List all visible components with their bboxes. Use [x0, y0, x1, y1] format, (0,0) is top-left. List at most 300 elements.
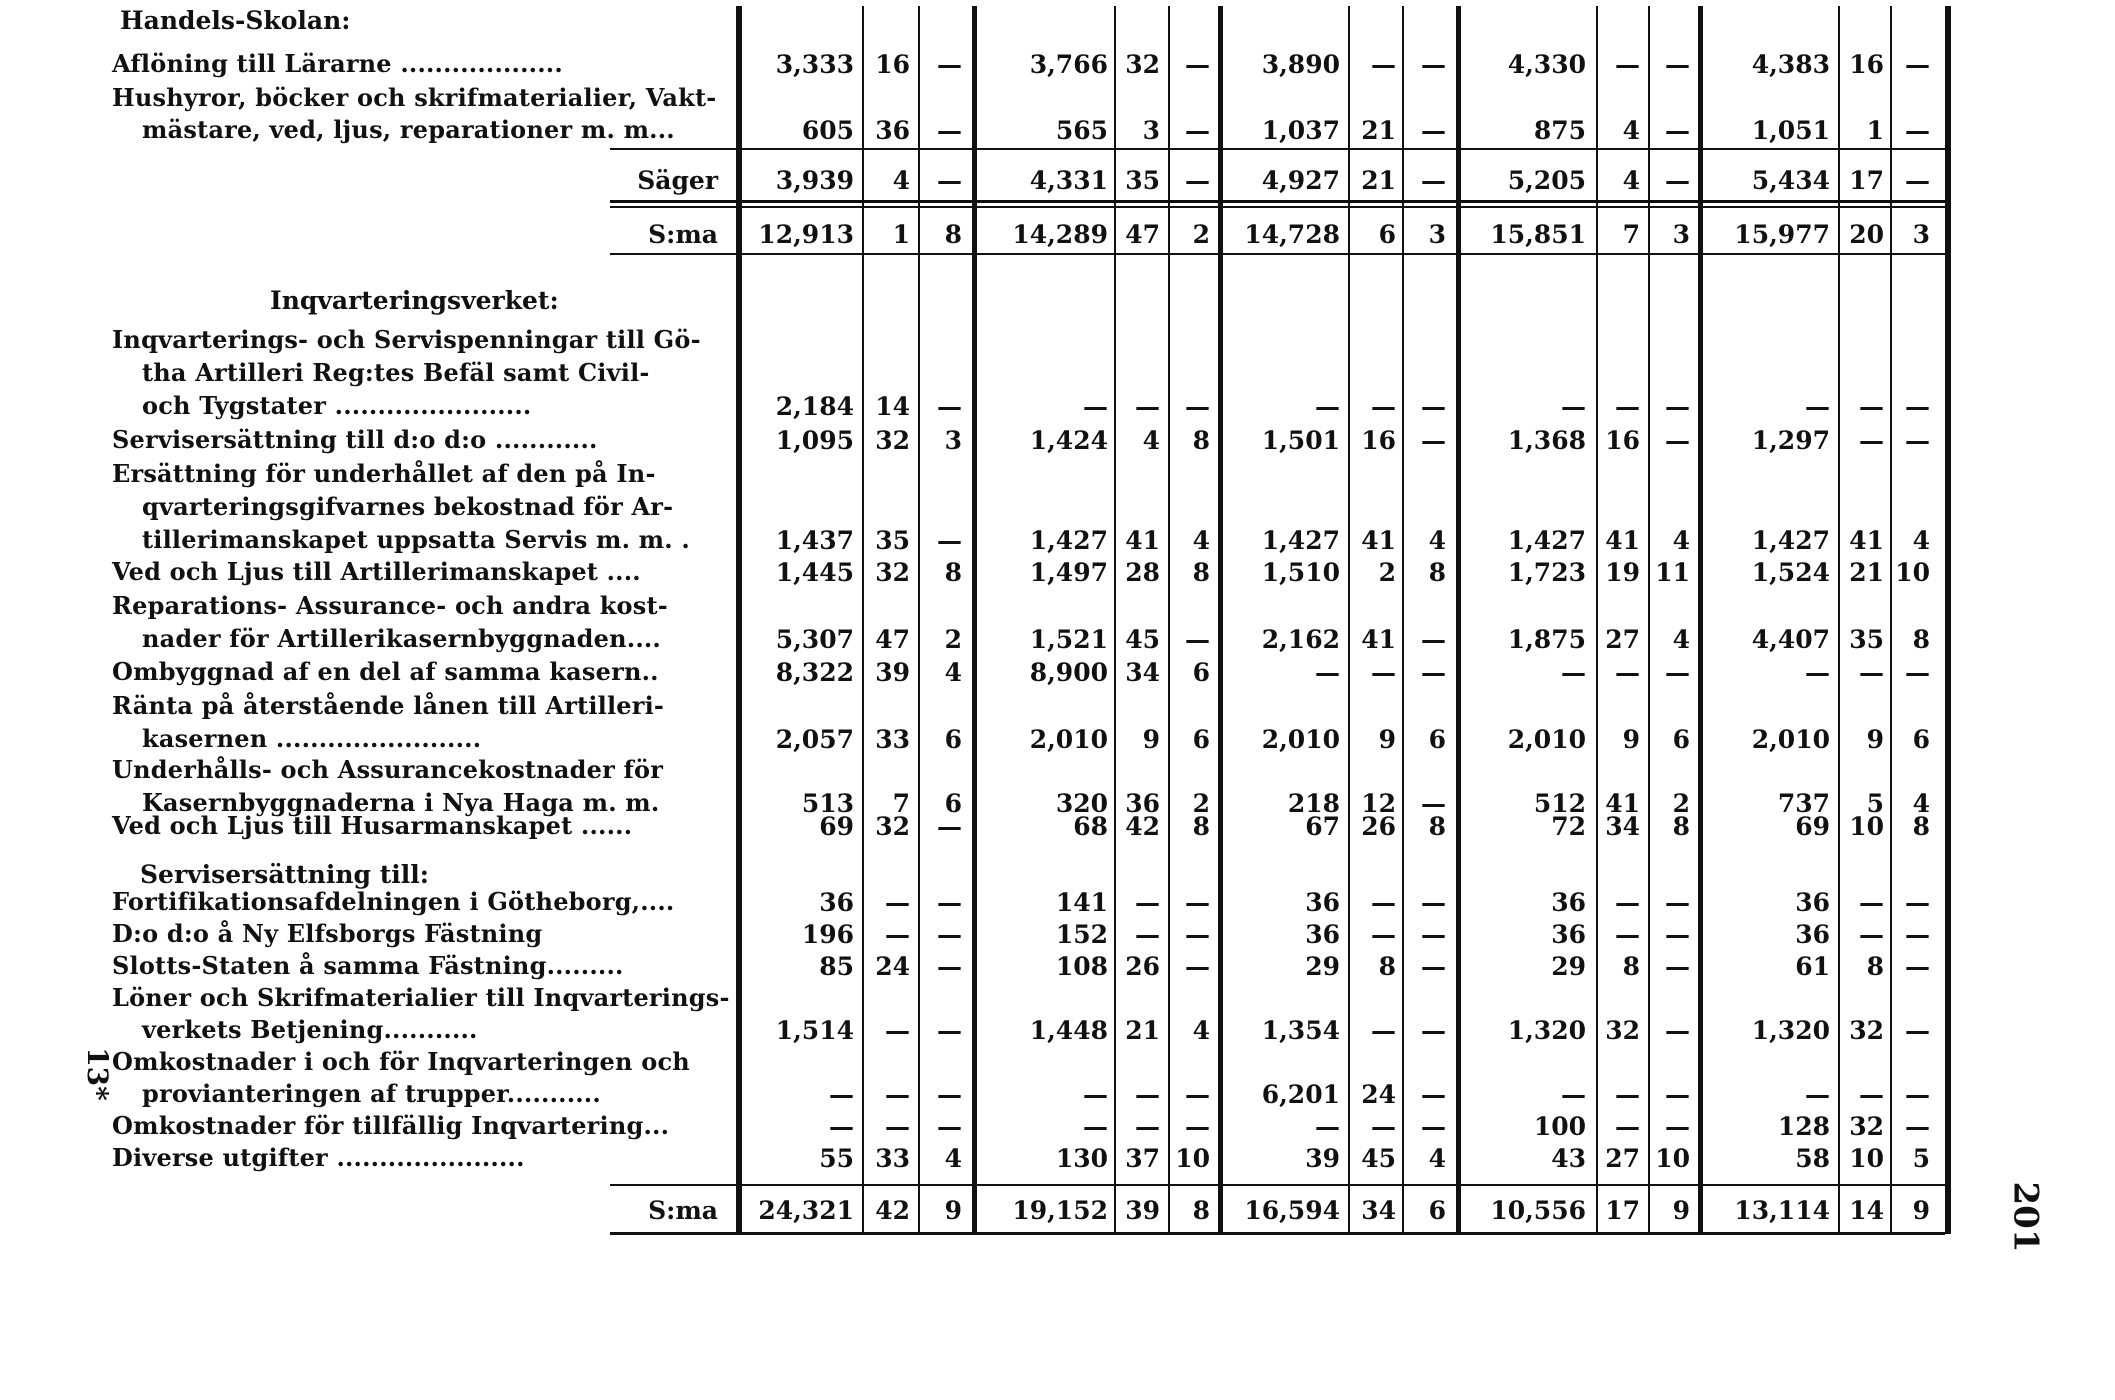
amount-cell: 6 [1378, 220, 1396, 249]
amount-cell: 512 [1533, 789, 1586, 818]
amount-cell: — [1615, 50, 1640, 79]
row-label: D:o d:o å Ny Elfsborgs Fästning [112, 919, 543, 948]
amount-cell: — [937, 392, 962, 421]
amount-cell: 100 [1533, 1112, 1586, 1141]
amount-cell: 6 [1912, 725, 1930, 754]
amount-cell: — [1859, 658, 1884, 687]
amount-cell: 13,114 [1734, 1196, 1830, 1225]
amount-cell: 34 [1361, 1196, 1396, 1225]
amount-cell: 21 [1125, 1016, 1160, 1045]
amount-cell: 16,594 [1244, 1196, 1340, 1225]
amount-cell: 3 [1428, 220, 1446, 249]
amount-cell: — [1905, 658, 1930, 687]
amount-cell: — [1561, 392, 1586, 421]
amount-cell: 8 [1622, 952, 1640, 981]
rule-line [610, 253, 1945, 255]
amount-cell: — [1421, 789, 1446, 818]
amount-cell: — [1421, 116, 1446, 145]
amount-cell: — [885, 1112, 910, 1141]
amount-cell: — [1315, 1112, 1340, 1141]
amount-cell: 1,521 [1029, 625, 1108, 654]
amount-cell: 15,977 [1734, 220, 1830, 249]
amount-cell: 32 [875, 812, 910, 841]
amount-cell: — [1615, 1080, 1640, 1109]
amount-cell: — [1185, 1080, 1210, 1109]
amount-cell: 320 [1055, 789, 1108, 818]
amount-cell: 130 [1055, 1144, 1108, 1173]
amount-cell: — [1315, 392, 1340, 421]
rule-line [610, 206, 1945, 208]
row-label: Reparations- Assurance- och andra kost- [112, 591, 668, 620]
amount-cell: 1,723 [1507, 558, 1586, 587]
amount-cell: 36 [1305, 920, 1340, 949]
amount-cell: 55 [819, 1144, 854, 1173]
amount-cell: 36 [1795, 920, 1830, 949]
amount-cell: 2 [1672, 789, 1690, 818]
amount-cell: 4 [1192, 1016, 1210, 1045]
amount-cell: — [1665, 658, 1690, 687]
amount-cell: — [1905, 426, 1930, 455]
amount-cell: 37 [1125, 1144, 1160, 1173]
row-label: Servisersättning till d:o d:o ............ [112, 425, 598, 454]
amount-cell: 58 [1795, 1144, 1830, 1173]
amount-cell: — [1421, 658, 1446, 687]
amount-cell: — [1615, 392, 1640, 421]
amount-cell: 2 [1378, 558, 1396, 587]
amount-cell: 41 [1849, 526, 1884, 555]
amount-cell: 4,330 [1507, 50, 1586, 79]
amount-cell: 21 [1361, 116, 1396, 145]
amount-cell: 128 [1777, 1112, 1830, 1141]
amount-cell: — [1665, 920, 1690, 949]
amount-cell: 6 [1192, 658, 1210, 687]
amount-cell: — [937, 920, 962, 949]
amount-cell: 72 [1551, 812, 1586, 841]
amount-cell: 24,321 [758, 1196, 854, 1225]
amount-cell: 2,057 [775, 725, 854, 754]
amount-cell: 29 [1551, 952, 1586, 981]
amount-cell: — [1185, 625, 1210, 654]
amount-cell: 36 [1125, 789, 1160, 818]
amount-cell: — [1665, 392, 1690, 421]
amount-cell: — [885, 1080, 910, 1109]
amount-cell: — [1615, 920, 1640, 949]
section-heading: Inqvarteringsverket: [270, 286, 559, 315]
row-label: Underhålls- och Assurancekostnader för [112, 755, 664, 784]
amount-cell: 6 [944, 725, 962, 754]
amount-cell: 9 [1912, 1196, 1930, 1225]
rule-line [610, 1232, 1945, 1235]
amount-cell: 1,095 [775, 426, 854, 455]
amount-cell: — [1421, 952, 1446, 981]
row-label: Aflöning till Lärarne ................... [112, 49, 563, 78]
amount-cell: 1,437 [775, 526, 854, 555]
amount-cell: 3,333 [775, 50, 854, 79]
amount-cell: 4 [944, 658, 962, 687]
amount-cell: 4 [1428, 526, 1446, 555]
amount-cell: — [1135, 392, 1160, 421]
amount-cell: 32 [875, 426, 910, 455]
amount-cell: 14 [875, 392, 910, 421]
amount-cell: — [1185, 116, 1210, 145]
amount-cell: 36 [819, 888, 854, 917]
amount-cell: 24 [1361, 1080, 1396, 1109]
summary-label: Säger [637, 166, 718, 195]
amount-cell: — [1615, 888, 1640, 917]
amount-cell: 3 [1912, 220, 1930, 249]
amount-cell: 8 [1192, 812, 1210, 841]
amount-cell: — [1135, 1112, 1160, 1141]
amount-cell: — [1083, 1112, 1108, 1141]
amount-cell: 8 [1428, 558, 1446, 587]
amount-cell: 1,427 [1751, 526, 1830, 555]
amount-cell: — [937, 1016, 962, 1045]
amount-cell: 875 [1533, 116, 1586, 145]
amount-cell: 14,289 [1012, 220, 1108, 249]
amount-cell: 6 [944, 789, 962, 818]
amount-cell: 9 [1142, 725, 1160, 754]
amount-cell: 196 [801, 920, 854, 949]
amount-cell: — [1083, 1080, 1108, 1109]
amount-cell: 1,354 [1261, 1016, 1340, 1045]
amount-cell: 32 [1605, 1016, 1640, 1045]
row-label: Omkostnader för tillfällig Inqvartering... [112, 1111, 670, 1140]
amount-cell: 45 [1361, 1144, 1396, 1173]
amount-cell: — [1371, 1112, 1396, 1141]
amount-cell: 1,501 [1261, 426, 1340, 455]
row-label: Omkostnader i och för Inqvarteringen och [112, 1047, 690, 1076]
page-number: 201 [2005, 1181, 2046, 1253]
amount-cell: 26 [1125, 952, 1160, 981]
amount-cell: 3,890 [1261, 50, 1340, 79]
amount-cell: — [1905, 50, 1930, 79]
amount-cell: 6 [1672, 725, 1690, 754]
amount-cell: 36 [1551, 888, 1586, 917]
row-label: mästare, ved, ljus, reparationer m. m... [142, 115, 675, 144]
amount-cell: 9 [1866, 725, 1884, 754]
amount-cell: — [1561, 1080, 1586, 1109]
amount-cell: 8 [1912, 812, 1930, 841]
amount-cell: — [1421, 50, 1446, 79]
amount-cell: 32 [1849, 1016, 1884, 1045]
amount-cell: 1,427 [1029, 526, 1108, 555]
amount-cell: 43 [1551, 1144, 1586, 1173]
amount-cell: — [829, 1080, 854, 1109]
row-label: Inqvarterings- och Servispenningar till Gö- [112, 325, 701, 354]
row-label: qvarteringsgifvarnes bekostnad för Ar- [142, 492, 674, 521]
amount-cell: — [1185, 888, 1210, 917]
total-label: S:ma [648, 220, 718, 249]
amount-cell: — [1185, 392, 1210, 421]
amount-cell: — [885, 1016, 910, 1045]
amount-cell: 1,368 [1507, 426, 1586, 455]
amount-cell: — [1371, 888, 1396, 917]
amount-cell: — [1905, 392, 1930, 421]
amount-cell: 10 [1849, 1144, 1884, 1173]
amount-cell: 565 [1055, 116, 1108, 145]
amount-cell: 8,900 [1029, 658, 1108, 687]
amount-cell: 42 [875, 1196, 910, 1225]
amount-cell: 108 [1055, 952, 1108, 981]
amount-cell: 41 [1125, 526, 1160, 555]
amount-cell: 9 [1622, 725, 1640, 754]
row-label: nader för Artillerikasernbyggnaden.... [142, 624, 661, 653]
amount-cell: 2 [1192, 220, 1210, 249]
amount-cell: — [1905, 920, 1930, 949]
amount-cell: — [937, 50, 962, 79]
amount-cell: 34 [1605, 812, 1640, 841]
amount-cell: 1,510 [1261, 558, 1340, 587]
amount-cell: 1,320 [1751, 1016, 1830, 1045]
amount-cell: 68 [1073, 812, 1108, 841]
amount-cell: 45 [1125, 625, 1160, 654]
amount-cell: 3,766 [1029, 50, 1108, 79]
amount-cell: 67 [1305, 812, 1340, 841]
amount-cell: 20 [1849, 220, 1884, 249]
row-label: Ersättning för underhållet af den på In- [112, 459, 656, 488]
amount-cell: — [1421, 392, 1446, 421]
amount-cell: 47 [1125, 220, 1160, 249]
amount-cell: 3 [1672, 220, 1690, 249]
amount-cell: — [1905, 166, 1930, 195]
rule-line [610, 200, 1945, 203]
amount-cell: 36 [1551, 920, 1586, 949]
row-label: Ved och Ljus till Artillerimanskapet .... [112, 557, 641, 586]
amount-cell: 10 [1849, 812, 1884, 841]
amount-cell: — [1135, 920, 1160, 949]
amount-cell: 41 [1361, 625, 1396, 654]
amount-cell: 33 [875, 725, 910, 754]
amount-cell: — [1905, 1112, 1930, 1141]
amount-cell: 1,424 [1029, 426, 1108, 455]
amount-cell: — [1421, 1080, 1446, 1109]
amount-cell: — [1371, 392, 1396, 421]
amount-cell: 41 [1361, 526, 1396, 555]
amount-cell: 16 [875, 50, 910, 79]
amount-cell: 4 [1672, 625, 1690, 654]
amount-cell: — [1615, 1112, 1640, 1141]
amount-cell: 17 [1605, 1196, 1640, 1225]
amount-cell: 34 [1125, 658, 1160, 687]
row-label: Ved och Ljus till Husarmanskapet ...... [112, 811, 633, 840]
amount-cell: 10 [1175, 1144, 1210, 1173]
amount-cell: 1,524 [1751, 558, 1830, 587]
row-label: provianteringen af trupper........... [142, 1079, 601, 1108]
amount-cell: — [1859, 888, 1884, 917]
amount-cell: 5,307 [775, 625, 854, 654]
amount-cell: 152 [1055, 920, 1108, 949]
amount-cell: 4 [1142, 426, 1160, 455]
amount-cell: 8 [1192, 1196, 1210, 1225]
amount-cell: 10 [1895, 558, 1930, 587]
amount-cell: — [1421, 166, 1446, 195]
row-label: verkets Betjening........... [142, 1015, 478, 1044]
amount-cell: 41 [1605, 526, 1640, 555]
amount-cell: 4 [1428, 1144, 1446, 1173]
amount-cell: 14,728 [1244, 220, 1340, 249]
amount-cell: — [1905, 1080, 1930, 1109]
amount-cell: 19 [1605, 558, 1640, 587]
amount-cell: — [1859, 392, 1884, 421]
amount-cell: — [1805, 1080, 1830, 1109]
amount-cell: 61 [1795, 952, 1830, 981]
amount-cell: 4,407 [1751, 625, 1830, 654]
amount-cell: 12,913 [758, 220, 854, 249]
amount-cell: 27 [1605, 1144, 1640, 1173]
amount-cell: 4 [944, 1144, 962, 1173]
amount-cell: 39 [1125, 1196, 1160, 1225]
amount-cell: — [937, 116, 962, 145]
amount-cell: 9 [944, 1196, 962, 1225]
amount-cell: 16 [1849, 50, 1884, 79]
amount-cell: 16 [1361, 426, 1396, 455]
amount-cell: 8 [1912, 625, 1930, 654]
amount-cell: — [1905, 1016, 1930, 1045]
amount-cell: 4,331 [1029, 166, 1108, 195]
amount-cell: — [1371, 658, 1396, 687]
amount-cell: 32 [875, 558, 910, 587]
amount-cell: 36 [1795, 888, 1830, 917]
amount-cell: 1,875 [1507, 625, 1586, 654]
amount-cell: 3 [1142, 116, 1160, 145]
signature-mark: 13* [80, 1047, 114, 1101]
amount-cell: 35 [1849, 625, 1884, 654]
amount-cell: 6,201 [1261, 1080, 1340, 1109]
amount-cell: — [1805, 392, 1830, 421]
amount-cell: 47 [875, 625, 910, 654]
amount-cell: 4 [1622, 166, 1640, 195]
amount-cell: — [1083, 392, 1108, 421]
amount-cell: — [937, 526, 962, 555]
amount-cell: 8 [1378, 952, 1396, 981]
amount-cell: — [1665, 166, 1690, 195]
amount-cell: — [1615, 658, 1640, 687]
amount-cell: — [1421, 888, 1446, 917]
total-label: S:ma [648, 1196, 718, 1225]
amount-cell: 19,152 [1012, 1196, 1108, 1225]
row-label: Slotts-Staten å samma Fästning......... [112, 951, 624, 980]
amount-cell: — [1859, 426, 1884, 455]
amount-cell: 5 [1912, 1144, 1930, 1173]
amount-cell: 8 [944, 558, 962, 587]
amount-cell: 33 [875, 1144, 910, 1173]
amount-cell: — [937, 1080, 962, 1109]
row-label: kasernen ........................ [142, 724, 482, 753]
amount-cell: 7 [892, 789, 910, 818]
amount-cell: — [1859, 920, 1884, 949]
amount-cell: — [1421, 426, 1446, 455]
row-label: Löner och Skrifmaterialier till Inqvarterings- [112, 983, 730, 1012]
amount-cell: 2 [944, 625, 962, 654]
amount-cell: 2,010 [1507, 725, 1586, 754]
amount-cell: — [885, 920, 910, 949]
amount-cell: 141 [1055, 888, 1108, 917]
amount-cell: 4 [892, 166, 910, 195]
amount-cell: 1,514 [775, 1016, 854, 1045]
amount-cell: — [937, 1112, 962, 1141]
amount-cell: 32 [1849, 1112, 1884, 1141]
amount-cell: 9 [1378, 725, 1396, 754]
amount-cell: 8 [1866, 952, 1884, 981]
row-label: Ränta på återstående lånen till Artilleri- [112, 691, 665, 720]
amount-cell: 605 [801, 116, 854, 145]
amount-cell: — [937, 888, 962, 917]
row-label: Kasernbyggnaderna i Nya Haga m. m. [142, 788, 660, 817]
amount-cell: 1,427 [1261, 526, 1340, 555]
amount-cell: — [1905, 952, 1930, 981]
amount-cell: 2,162 [1261, 625, 1340, 654]
amount-cell: — [1421, 1016, 1446, 1045]
column-rule [972, 6, 977, 1234]
amount-cell: — [937, 952, 962, 981]
amount-cell: — [1135, 1080, 1160, 1109]
amount-cell: 3 [944, 426, 962, 455]
amount-cell: 85 [819, 952, 854, 981]
amount-cell: 8 [1672, 812, 1690, 841]
amount-cell: 17 [1849, 166, 1884, 195]
amount-cell: — [1665, 1080, 1690, 1109]
amount-cell: 218 [1287, 789, 1340, 818]
amount-cell: 36 [875, 116, 910, 145]
row-label: och Tygstater ....................... [142, 391, 532, 420]
amount-cell: — [1185, 1112, 1210, 1141]
amount-cell: — [1665, 426, 1690, 455]
amount-cell: 69 [819, 812, 854, 841]
amount-cell: 513 [801, 789, 854, 818]
amount-cell: 4 [1672, 526, 1690, 555]
amount-cell: 4 [1912, 789, 1930, 818]
amount-cell: 1,297 [1751, 426, 1830, 455]
amount-cell: — [1859, 1080, 1884, 1109]
amount-cell: 2,184 [775, 392, 854, 421]
amount-cell: 4 [1622, 116, 1640, 145]
amount-cell: — [1665, 1112, 1690, 1141]
rule-line [610, 148, 1945, 150]
amount-cell: 8 [1192, 558, 1210, 587]
amount-cell: 10 [1655, 1144, 1690, 1173]
amount-cell: — [829, 1112, 854, 1141]
amount-cell: 1 [892, 220, 910, 249]
amount-cell: 6 [1428, 725, 1446, 754]
amount-cell: 2 [1192, 789, 1210, 818]
amount-cell: — [1371, 1016, 1396, 1045]
amount-cell: — [1421, 920, 1446, 949]
amount-cell: — [1561, 658, 1586, 687]
amount-cell: 15,851 [1490, 220, 1586, 249]
amount-cell: 26 [1361, 812, 1396, 841]
amount-cell: 39 [1305, 1144, 1340, 1173]
amount-cell: 1,497 [1029, 558, 1108, 587]
column-rule [1945, 6, 1951, 1234]
row-label: Diverse utgifter ...................... [112, 1143, 525, 1172]
amount-cell: 16 [1605, 426, 1640, 455]
amount-cell: 7 [1622, 220, 1640, 249]
amount-cell: 41 [1605, 789, 1640, 818]
amount-cell: 69 [1795, 812, 1830, 841]
amount-cell: 1,320 [1507, 1016, 1586, 1045]
amount-cell: 737 [1777, 789, 1830, 818]
amount-cell: — [1805, 658, 1830, 687]
amount-cell: — [1665, 952, 1690, 981]
amount-cell: — [1185, 50, 1210, 79]
amount-cell: 6 [1192, 725, 1210, 754]
subsection-heading: Servisersättning till: [140, 860, 429, 889]
amount-cell: 3,939 [775, 166, 854, 195]
amount-cell: — [937, 812, 962, 841]
amount-cell: 14 [1849, 1196, 1884, 1225]
amount-cell: 1,427 [1507, 526, 1586, 555]
amount-cell: — [1905, 888, 1930, 917]
